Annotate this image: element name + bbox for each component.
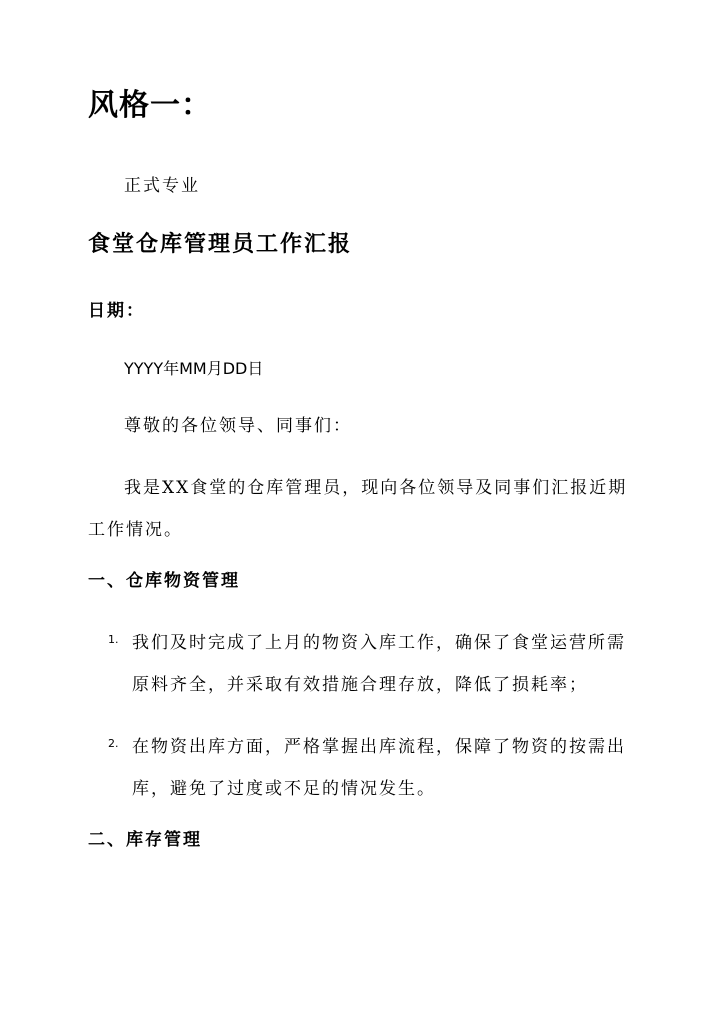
report-title: 食堂仓库管理员工作汇报 (88, 231, 353, 257)
style-subtitle: 正式专业 (124, 176, 200, 196)
list-item-number: 1. (108, 633, 119, 646)
list-item-text: 在物资出库方面，严格掌握出库流程，保障了物资的按需出库，避免了过度或不足的情况发生。 (132, 737, 626, 799)
style-heading: 风格一： (88, 88, 212, 123)
list-item (108, 622, 628, 706)
intro-paragraph: 我是XX食堂的仓库管理员，现向各位领导及同事们汇报近期工作情况。 (88, 478, 628, 540)
section-heading-warehouse-materials: 一、仓库物资管理 (88, 571, 240, 591)
list-item-number: 2. (108, 737, 119, 750)
list-item-text: 我们及时完成了上月的物资入库工作，确保了食堂运营所需原料齐全，并采取有效措施合理存放，降低了损耗率； (132, 633, 626, 695)
section-heading-inventory: 二、库存管理 (88, 830, 202, 850)
date-label: 日期： (88, 301, 145, 321)
date-value: YYYY年MM月DD日 (124, 359, 264, 378)
greeting: 尊敬的各位领导、同事们： (124, 416, 352, 436)
list-item (108, 726, 628, 810)
